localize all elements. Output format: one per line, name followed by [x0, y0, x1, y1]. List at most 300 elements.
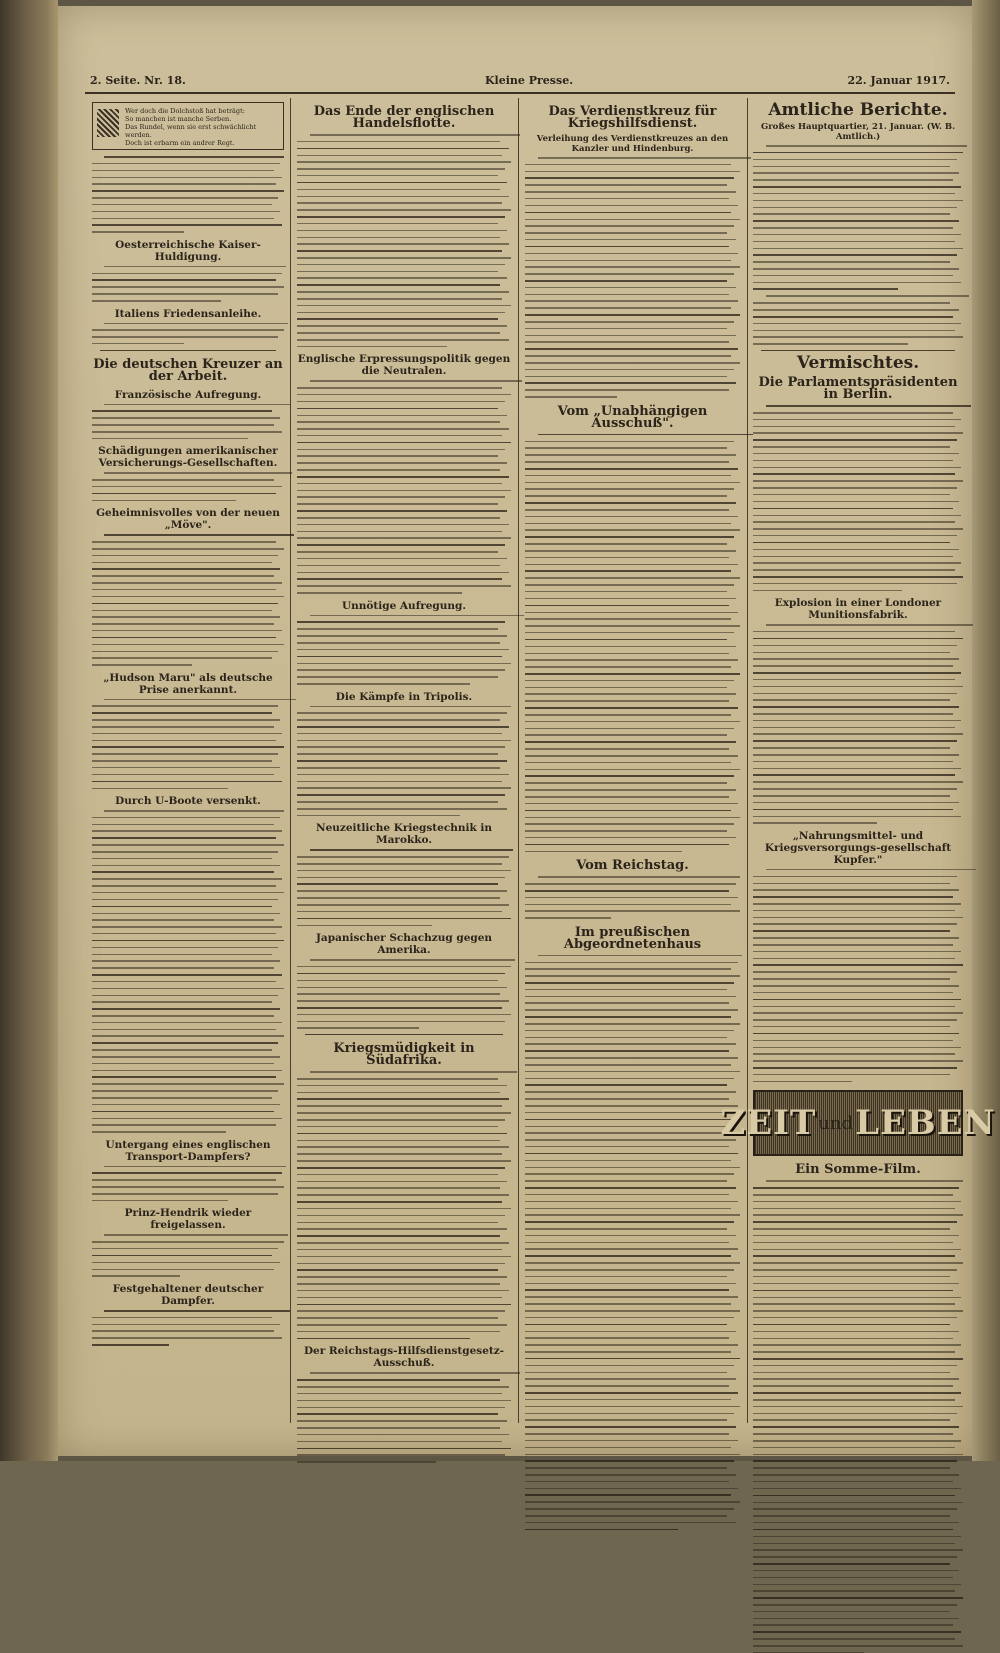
text-line	[753, 1385, 953, 1387]
text-line	[525, 1064, 731, 1066]
text-line	[92, 837, 276, 839]
text-line	[297, 642, 500, 644]
column-3	[525, 98, 740, 1428]
text-line	[753, 1317, 957, 1319]
text-line	[753, 652, 950, 654]
text-line	[297, 760, 507, 762]
header-newspaper-title: Kleine Presse.	[485, 74, 574, 87]
text-line	[297, 1379, 500, 1381]
article-subheading: Großes Hauptquartier, 21. Januar. (W. B. Amtlich.)	[760, 122, 956, 142]
text-line	[525, 897, 738, 899]
text-line	[92, 163, 280, 165]
text-line	[525, 748, 729, 750]
text-line	[297, 987, 507, 989]
text-line	[753, 985, 959, 987]
text-line	[92, 582, 282, 584]
text-line	[297, 1014, 511, 1016]
text-line	[92, 197, 278, 199]
text-line	[753, 1324, 950, 1326]
text-line	[525, 653, 729, 655]
article-text	[92, 323, 284, 345]
text-line	[297, 312, 505, 314]
text-line	[297, 442, 511, 444]
text-line	[92, 1248, 278, 1250]
text-line	[753, 302, 950, 304]
text-line	[525, 1160, 731, 1162]
text-line	[753, 166, 950, 168]
text-line	[525, 687, 727, 689]
text-line	[92, 740, 276, 742]
text-line	[525, 577, 740, 579]
text-line	[753, 713, 953, 715]
text-line	[104, 534, 294, 536]
text-line	[525, 219, 740, 221]
text-line	[92, 424, 274, 426]
article-text	[297, 134, 511, 347]
text-line	[92, 719, 280, 721]
divider	[100, 350, 276, 351]
article-text	[297, 380, 511, 593]
text-line	[297, 1461, 436, 1463]
article-text	[297, 706, 511, 817]
text-line	[525, 369, 734, 371]
column-2	[297, 98, 511, 1428]
text-line	[753, 521, 955, 523]
text-line	[525, 1050, 729, 1052]
text-line	[753, 590, 902, 592]
text-line	[753, 323, 961, 325]
text-line	[525, 883, 736, 885]
text-line	[525, 1126, 734, 1128]
text-line	[753, 1392, 961, 1394]
text-line	[297, 401, 505, 403]
text-line	[753, 152, 963, 154]
text-line	[525, 557, 729, 559]
text-line	[92, 1076, 276, 1078]
text-line	[297, 141, 500, 143]
text-line	[753, 1502, 963, 1504]
text-line	[297, 551, 498, 553]
text-line	[753, 213, 950, 215]
text-line	[92, 486, 282, 488]
text-line	[525, 314, 740, 316]
text-line	[525, 844, 729, 846]
text-line	[297, 202, 502, 204]
text-line	[538, 157, 751, 159]
text-line	[753, 268, 959, 270]
text-line	[92, 878, 282, 880]
text-line	[753, 761, 953, 763]
text-line	[92, 300, 221, 302]
text-line	[297, 656, 502, 658]
text-line	[297, 1393, 502, 1395]
article-heading: Neuzeitliche Kriegstechnik in Marokko.	[315, 822, 493, 847]
text-line	[753, 1406, 963, 1408]
text-line	[297, 1276, 507, 1278]
text-line	[753, 1262, 963, 1264]
article-text	[92, 1310, 284, 1346]
text-line	[753, 1549, 963, 1551]
text-line	[525, 1262, 740, 1264]
text-line	[753, 1372, 950, 1374]
column-rule	[290, 98, 291, 1423]
text-line	[297, 726, 509, 728]
text-line	[525, 975, 740, 977]
text-line	[297, 483, 502, 485]
text-line	[753, 556, 953, 558]
text-line	[92, 913, 280, 915]
text-line	[525, 1324, 727, 1326]
text-line	[297, 408, 498, 410]
text-line	[297, 1256, 511, 1258]
text-line	[753, 1060, 963, 1062]
text-line	[92, 231, 184, 233]
text-line	[753, 1026, 950, 1028]
text-line	[297, 510, 507, 512]
column-4	[720, 98, 996, 1428]
text-line	[525, 502, 736, 504]
text-line	[525, 612, 738, 614]
text-line	[92, 781, 282, 783]
text-line	[753, 1604, 957, 1606]
text-line	[525, 591, 727, 593]
text-line	[525, 1248, 738, 1250]
text-line	[92, 286, 284, 288]
text-line	[525, 1057, 738, 1059]
article-text	[92, 266, 284, 302]
text-line	[297, 1413, 498, 1415]
text-line	[753, 501, 959, 503]
article-text	[92, 534, 284, 665]
article-text	[525, 157, 740, 398]
text-line	[104, 1166, 286, 1168]
text-line	[297, 1208, 511, 1210]
text-line	[525, 273, 734, 275]
text-line	[297, 980, 498, 982]
text-line	[525, 1153, 738, 1155]
text-line	[525, 570, 731, 572]
text-line	[525, 523, 731, 525]
text-line	[753, 309, 959, 311]
article-text	[753, 624, 963, 824]
text-line	[753, 876, 957, 878]
text-line	[92, 190, 284, 192]
text-line	[525, 341, 729, 343]
text-line	[525, 1037, 727, 1039]
article-heading: Schädigungen amerikanischer Versicherungs-Gesellschaften.	[98, 445, 278, 470]
text-line	[753, 930, 950, 932]
text-line	[753, 1235, 959, 1237]
text-line	[297, 394, 511, 396]
text-line	[92, 603, 278, 605]
text-line	[92, 753, 278, 755]
article-heading: Der Reichstags-Hilfsdienstgesetz-Ausschuß.	[303, 1345, 505, 1370]
article-heading: Vom Reichstag.	[576, 858, 689, 874]
text-line	[297, 870, 511, 872]
text-line	[92, 940, 284, 942]
text-line	[92, 431, 282, 433]
text-line	[525, 666, 731, 668]
text-line	[297, 230, 507, 232]
text-line	[525, 851, 682, 853]
text-line	[525, 1283, 736, 1285]
text-line	[92, 1118, 282, 1120]
text-line	[92, 871, 274, 873]
text-line	[525, 769, 740, 771]
text-line	[297, 733, 502, 735]
article-text	[92, 810, 284, 1133]
article-text	[92, 472, 284, 501]
text-line	[525, 1433, 729, 1435]
text-line	[525, 904, 731, 906]
text-line	[297, 1290, 509, 1292]
text-line	[753, 951, 961, 953]
text-line	[753, 686, 963, 688]
text-line	[297, 346, 447, 348]
text-line	[753, 1214, 963, 1216]
article-heading: Unnötige Aufregung.	[341, 599, 467, 612]
text-line	[297, 1228, 507, 1230]
text-line	[525, 1030, 734, 1032]
text-line	[525, 1515, 727, 1517]
text-line	[297, 993, 500, 995]
text-line	[753, 227, 953, 229]
text-line	[525, 1071, 740, 1073]
text-line	[753, 679, 955, 681]
text-line	[297, 449, 505, 451]
text-line	[92, 988, 284, 990]
text-line	[92, 562, 272, 564]
text-line	[92, 1104, 280, 1106]
text-line	[297, 257, 511, 259]
text-line	[753, 1338, 953, 1340]
text-line	[753, 1399, 955, 1401]
article-heading: Englische Erpressungspolitik gegen die Neutralen.	[297, 353, 511, 378]
text-line	[297, 305, 511, 307]
article-subheading: Französische Aufregung.	[114, 388, 262, 401]
text-line	[525, 239, 736, 241]
article-text	[753, 145, 963, 290]
text-line	[753, 1631, 961, 1633]
text-line	[92, 1172, 282, 1174]
text-line	[525, 1378, 736, 1380]
text-line	[753, 473, 955, 475]
text-line	[525, 1344, 738, 1346]
text-line	[753, 1426, 959, 1428]
article-text	[753, 405, 963, 591]
text-line	[766, 295, 970, 297]
text-line	[310, 134, 520, 136]
text-line	[297, 815, 460, 817]
text-line	[297, 168, 505, 170]
text-line	[297, 877, 505, 879]
article-text	[297, 615, 511, 685]
text-line	[297, 455, 498, 457]
text-line	[753, 992, 953, 994]
text-line	[297, 435, 502, 437]
text-line	[104, 323, 288, 325]
text-line	[297, 298, 502, 300]
article-text	[297, 849, 511, 926]
text-line	[297, 291, 509, 293]
text-line	[297, 1181, 507, 1183]
text-line	[753, 658, 959, 660]
text-line	[753, 665, 953, 667]
zeit-und-leben-banner	[720, 1090, 996, 1156]
text-line	[297, 496, 505, 498]
text-line	[297, 925, 432, 927]
text-line	[753, 562, 961, 564]
article-text	[525, 434, 740, 853]
text-line	[297, 856, 509, 858]
text-line	[525, 1105, 738, 1107]
text-line	[92, 1070, 282, 1072]
text-line	[753, 1303, 955, 1305]
text-line	[297, 1146, 509, 1148]
banner-word: und	[818, 1112, 854, 1134]
text-line	[297, 1078, 498, 1080]
text-line	[525, 1269, 734, 1271]
text-line	[297, 973, 505, 975]
text-line	[525, 294, 729, 296]
text-line	[297, 1098, 509, 1100]
text-line	[753, 1201, 961, 1203]
text-line	[525, 300, 738, 302]
text-line	[92, 177, 282, 179]
text-line	[92, 273, 282, 275]
article-text	[525, 955, 740, 1531]
text-line	[753, 883, 950, 885]
text-line	[92, 610, 272, 612]
text-line	[297, 801, 498, 803]
text-line	[92, 664, 192, 666]
text-line	[753, 1556, 957, 1558]
text-line	[297, 628, 498, 630]
text-line	[297, 161, 511, 163]
text-line	[92, 788, 228, 790]
text-line	[297, 787, 511, 789]
text-line	[538, 955, 742, 957]
text-line	[92, 1186, 284, 1188]
article-text	[297, 959, 511, 1029]
text-line	[753, 1047, 961, 1049]
text-line	[525, 1112, 731, 1114]
text-line	[753, 439, 957, 441]
text-line	[92, 1317, 272, 1319]
text-line	[92, 1097, 272, 1099]
article-heading: Italiens Friedensanleihe.	[114, 307, 262, 320]
text-line	[92, 637, 276, 639]
text-line	[525, 509, 729, 511]
text-line	[92, 623, 274, 625]
text-line	[525, 321, 734, 323]
text-line	[753, 1242, 953, 1244]
text-line	[753, 1577, 953, 1579]
text-line	[525, 475, 731, 477]
text-line	[92, 336, 278, 338]
article-text	[92, 156, 284, 233]
text-line	[92, 1337, 282, 1339]
text-line	[92, 568, 280, 570]
text-line	[753, 508, 953, 510]
text-line	[753, 720, 961, 722]
text-line	[525, 328, 727, 330]
poem-box	[92, 102, 284, 150]
text-line	[297, 1448, 511, 1450]
text-line	[310, 1071, 518, 1073]
text-line	[525, 775, 734, 777]
text-line	[297, 1187, 500, 1189]
text-line	[92, 1083, 284, 1085]
text-line	[92, 651, 278, 653]
text-line	[525, 1522, 736, 1524]
text-line	[525, 225, 734, 227]
text-line	[753, 1290, 953, 1292]
text-line	[525, 837, 736, 839]
text-line	[297, 904, 509, 906]
text-line	[525, 164, 731, 166]
text-line	[297, 1400, 511, 1402]
text-line	[297, 808, 507, 810]
text-line	[297, 223, 498, 225]
text-line	[753, 275, 953, 277]
text-line	[92, 493, 276, 495]
text-line	[92, 844, 284, 846]
text-line	[297, 1112, 511, 1114]
text-line	[525, 755, 738, 757]
text-line	[297, 243, 509, 245]
text-line	[753, 944, 953, 946]
text-line	[310, 1372, 520, 1374]
article-heading: Die Kämpfe in Tripolis.	[335, 690, 473, 703]
text-line	[753, 978, 950, 980]
text-line	[753, 583, 957, 585]
text-line	[753, 1508, 957, 1510]
text-line	[297, 237, 500, 239]
text-line	[753, 822, 877, 824]
text-line	[297, 669, 505, 671]
text-line	[525, 1255, 731, 1257]
poem-line: So manchen ist manche Serben.	[125, 115, 232, 123]
article-text	[297, 1372, 511, 1462]
text-line	[297, 264, 505, 266]
text-line	[297, 490, 511, 492]
text-line	[525, 605, 729, 607]
text-line	[525, 1529, 678, 1531]
text-line	[753, 159, 957, 161]
text-line	[753, 1067, 957, 1069]
text-line	[297, 1092, 500, 1094]
text-line	[297, 531, 502, 533]
poem-line: Das Rundel, wenn sie erst schwächlicht werden.	[125, 123, 257, 139]
text-line	[753, 917, 963, 919]
text-line	[92, 479, 274, 481]
text-line	[525, 1331, 736, 1333]
text-line	[92, 933, 276, 935]
text-line	[525, 1201, 738, 1203]
text-line	[753, 727, 955, 729]
text-line	[753, 706, 959, 708]
text-line	[753, 747, 950, 749]
text-line	[297, 663, 511, 665]
text-line	[92, 1111, 274, 1113]
text-line	[104, 1310, 290, 1312]
text-line	[753, 1522, 959, 1524]
text-line	[525, 335, 736, 337]
text-line	[525, 1167, 740, 1169]
text-line	[753, 631, 955, 633]
text-line	[525, 823, 734, 825]
